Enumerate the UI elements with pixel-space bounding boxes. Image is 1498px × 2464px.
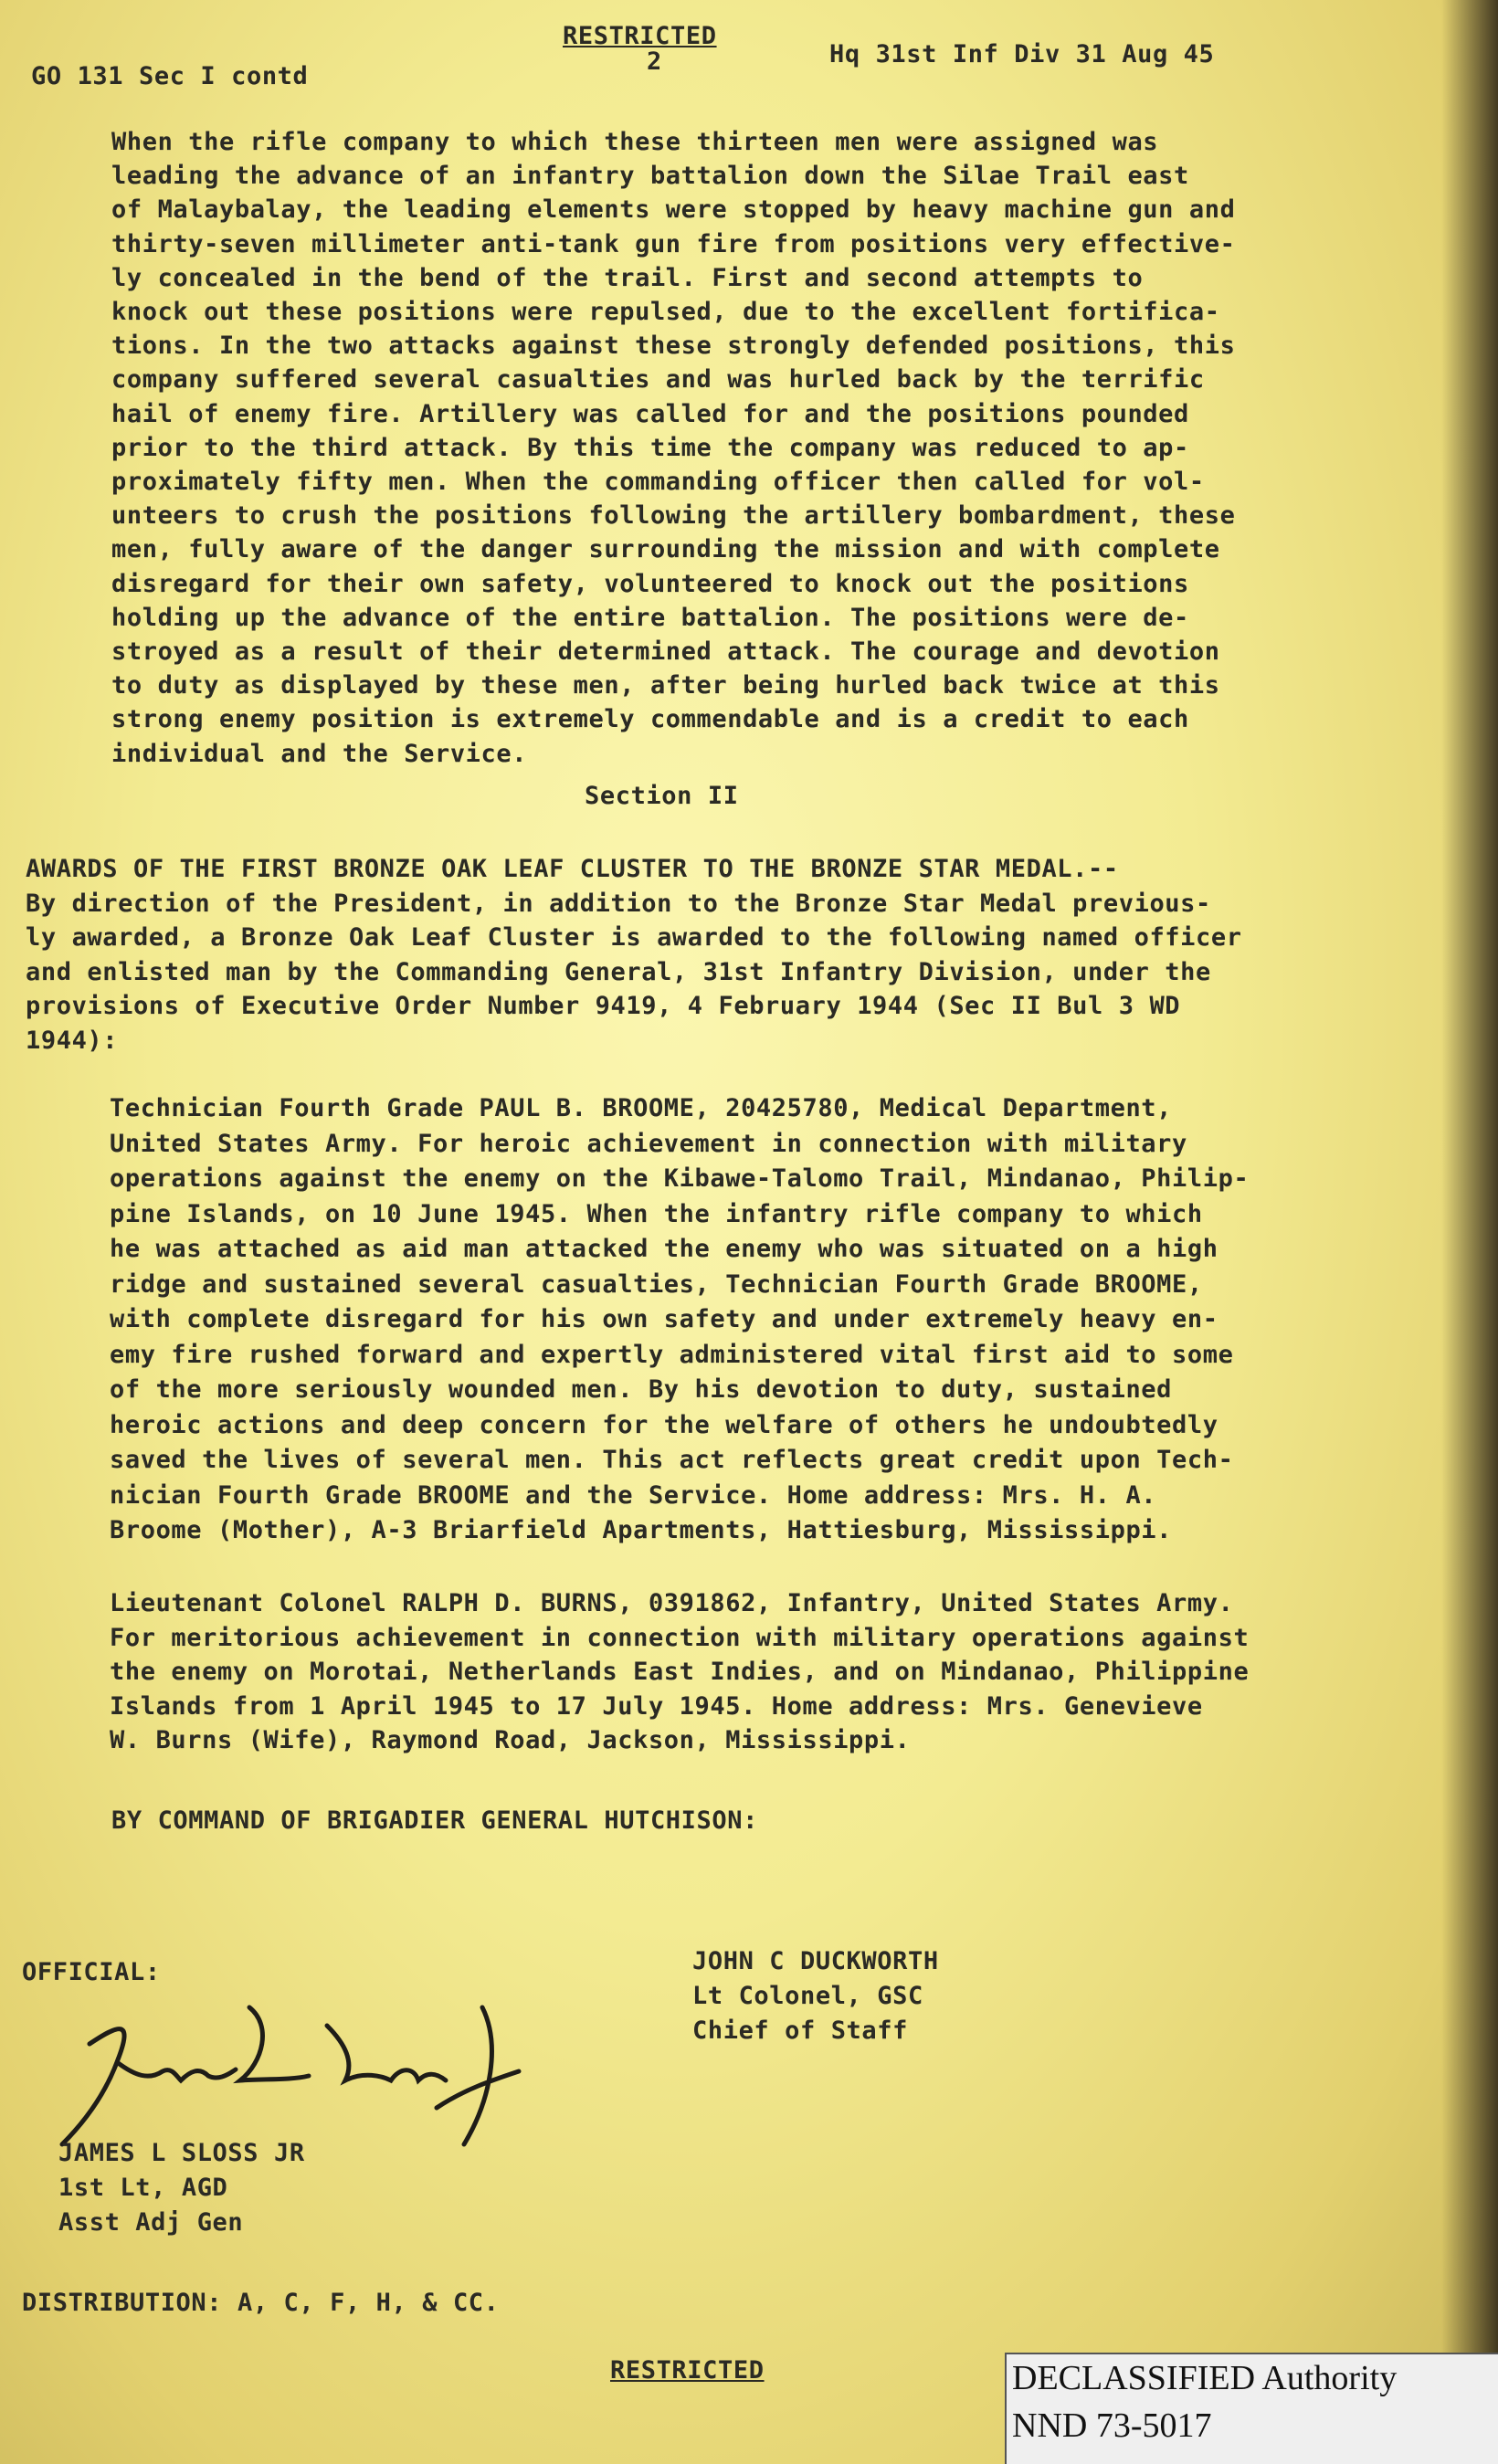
stamp-line-2: NND 73-5017 xyxy=(1012,2406,1212,2445)
section-1-line: company suffered several casualties and was hurled back by the terrific xyxy=(111,365,1205,395)
section-1-line: When the rifle company to which these thirteen men were assigned was xyxy=(111,128,1159,156)
section-2-intro-line: ly awarded, a Bronze Oak Leaf Cluster is awarded to the following named officer xyxy=(26,923,1242,952)
section-2-intro-line: provisions of Executive Order Number 9419, 4 February 1944 (Sec II Bul 3 WD xyxy=(26,992,1181,1020)
burns-citation-line: Lieutenant Colonel RALPH D. BURNS, 0391862, Infantry, United States Army. xyxy=(110,1589,1234,1617)
classification-header: RESTRICTED xyxy=(563,22,717,50)
section-1-line: individual and the Service. xyxy=(111,739,528,768)
chief-title: Chief of Staff xyxy=(692,2016,908,2045)
section-2-intro-line: By direction of the President, in addition to the Bronze Star Medal previous- xyxy=(26,889,1211,918)
broome-citation-line: Broome (Mother), A-3 Briarfield Apartments, Hattiesburg, Mississippi. xyxy=(110,1516,1173,1544)
section-1-line: men, fully aware of the danger surrounding the mission and with complete xyxy=(111,535,1220,564)
broome-citation-line: nician Fourth Grade BROOME and the Service. Home address: Mrs. H. A. xyxy=(110,1480,1157,1510)
section-1-line: holding up the advance of the entire battalion. The positions were de- xyxy=(111,603,1189,632)
broome-citation-line: with complete disregard for his own safety and under extremely heavy en- xyxy=(110,1305,1218,1333)
section-1-line: disregard for their own safety, volunteered to knock out the positions xyxy=(111,569,1189,598)
handwritten-signature xyxy=(53,1989,564,2163)
header-hq-date: Hq 31st Inf Div 31 Aug 45 xyxy=(829,40,1215,68)
section-2-intro-line: 1944): xyxy=(26,1026,119,1055)
section-2-heading: Section II xyxy=(585,782,739,810)
section-1-line: ly concealed in the bend of the trail. First and second attempts to xyxy=(111,263,1144,292)
section-1-line: stroyed as a result of their determined attack. The courage and devotion xyxy=(111,637,1220,666)
broome-citation-line: he was attached as aid man attacked the enemy who was situated on a high xyxy=(110,1235,1218,1263)
stamp-line-1: DECLASSIFIED Authority xyxy=(1012,2359,1398,2397)
burns-citation-line: For meritorious achievement in connection with military operations against xyxy=(110,1623,1250,1652)
section-1-line: leading the advance of an infantry battalion down the Silae Trail east xyxy=(111,162,1189,191)
command-line: BY COMMAND OF BRIGADIER GENERAL HUTCHISON: xyxy=(111,1806,758,1835)
page-number: 2 xyxy=(647,47,662,76)
section-1-line: prior to the third attack. By this time the company was reduced to ap- xyxy=(111,433,1189,462)
section-1-line: hail of enemy fire. Artillery was called for and the positions pounded xyxy=(111,399,1189,428)
section-2-intro-line: AWARDS OF THE FIRST BRONZE OAK LEAF CLUSTER TO THE BRONZE STAR MEDAL.-- xyxy=(26,855,1119,883)
section-2-intro-line: and enlisted man by the Commanding General, 31st Infantry Division, under the xyxy=(26,957,1211,986)
section-1-line: proximately fifty men. When the commanding officer then called for vol- xyxy=(111,468,1205,496)
chief-rank: Lt Colonel, GSC xyxy=(692,1982,923,2010)
burns-citation-line: the enemy on Morotai, Netherlands East Indies, and on Mindanao, Philippine xyxy=(110,1658,1250,1686)
section-1-line: knock out these positions were repulsed, due to the excellent fortifica- xyxy=(111,298,1220,326)
broome-citation-line: Technician Fourth Grade PAUL B. BROOME, 20425780, Medical Department, xyxy=(110,1094,1173,1122)
broome-citation-line: ridge and sustained several casualties, Technician Fourth Grade BROOME, xyxy=(110,1269,1203,1299)
section-1-line: tions. In the two attacks against these strongly defended positions, this xyxy=(111,332,1236,361)
broome-citation-line: emy fire rushed forward and expertly administered vital first aid to some xyxy=(110,1340,1234,1369)
declassified-stamp xyxy=(1005,2353,1498,2464)
section-1-line: strong enemy position is extremely commendable and is a credit to each xyxy=(111,705,1189,734)
broome-citation-line: saved the lives of several men. This act reflects great credit upon Tech- xyxy=(110,1446,1234,1474)
burns-citation-line: Islands from 1 April 1945 to 17 July 1945. Home address: Mrs. Genevieve xyxy=(110,1691,1203,1721)
broome-citation-line: United States Army. For heroic achievement in connection with military xyxy=(110,1129,1187,1158)
chief-name: JOHN C DUCKWORTH xyxy=(692,1947,939,1975)
broome-citation-line: operations against the enemy on the Kibawe-Talomo Trail, Mindanao, Philip- xyxy=(110,1164,1250,1193)
official-label: OFFICIAL: xyxy=(22,1958,161,1986)
burns-citation-line: W. Burns (Wife), Raymond Road, Jackson, Mississippi. xyxy=(110,1726,911,1754)
official-name: JAMES L SLOSS JR xyxy=(58,2139,305,2167)
official-rank: 1st Lt, AGD xyxy=(58,2174,228,2202)
section-1-line: to duty as displayed by these men, after being hurled back twice at this xyxy=(111,671,1220,700)
distribution-line: DISTRIBUTION: A, C, F, H, & CC. xyxy=(22,2289,500,2317)
classification-footer: RESTRICTED xyxy=(610,2356,765,2385)
broome-citation-line: pine Islands, on 10 June 1945. When the infantry rifle company to which xyxy=(110,1199,1203,1228)
page-shadow-edge xyxy=(1441,0,1498,2464)
broome-citation-line: heroic actions and deep concern for the welfare of others he undoubtedly xyxy=(110,1410,1218,1439)
section-1-line: of Malaybalay, the leading elements were stopped by heavy machine gun and xyxy=(111,195,1236,225)
header-order-ref: GO 131 Sec I contd xyxy=(31,62,309,90)
section-1-line: thirty-seven millimeter anti-tank gun fire from positions very effective- xyxy=(111,229,1236,258)
official-title: Asst Adj Gen xyxy=(58,2208,244,2237)
section-1-line: unteers to crush the positions following the artillery bombardment, these xyxy=(111,501,1236,531)
broome-citation-line: of the more seriously wounded men. By his devotion to duty, sustained xyxy=(110,1375,1173,1404)
